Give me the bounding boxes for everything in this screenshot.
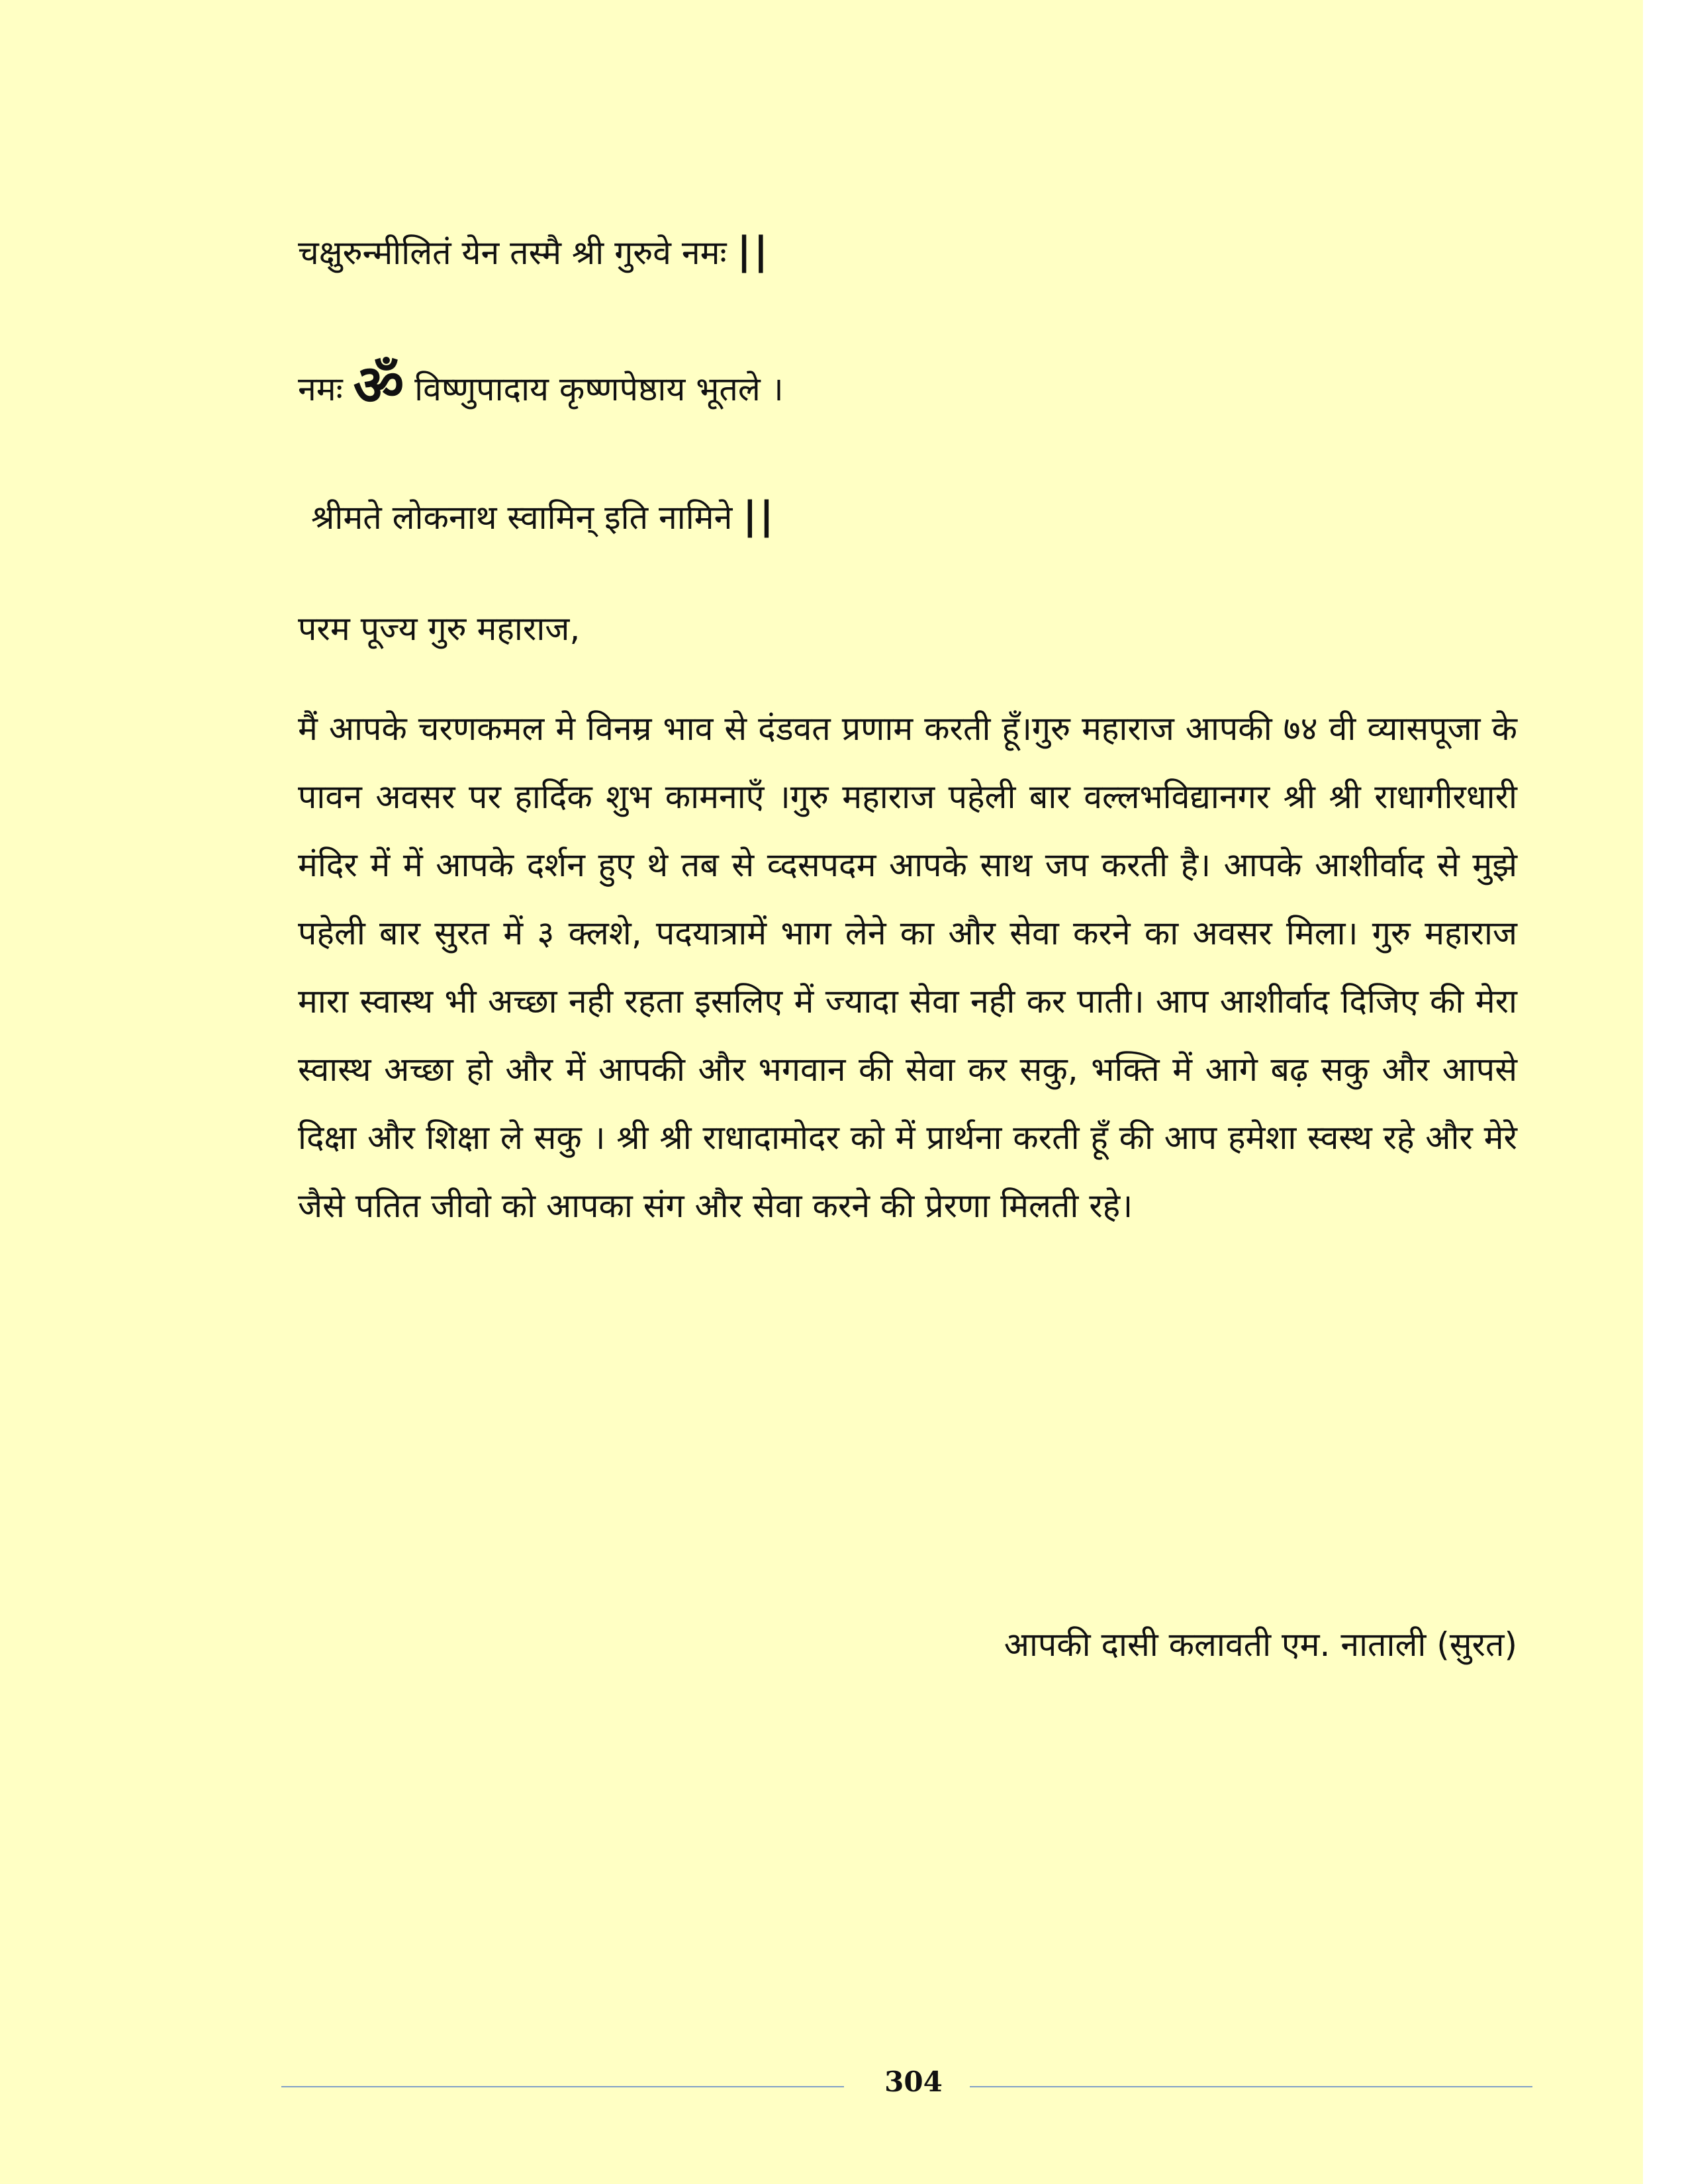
page-number: 304 xyxy=(884,2066,943,2098)
om-symbol-icon: ॐ xyxy=(353,353,404,418)
letter-body-paragraph: मैं आपके चरणकमल मे विनम्र भाव से दंडवत प्रणाम करती हूँ।गुरु महाराज आपकी ७४ वी व्यासपूजा के पावन अवसर पर हार्दिक शुभ कामनाएँ ।गुरु महाराज पहेली बार वल्लभविद्यानगर श्री श्री राधागीरधारी मंदिर में में आपके दर्शन हुए थे तब से व्दसपदम आपके साथ जप करती है। आपके आशीर्वाद से मुझे पहेली बार सुरत में ३ क्लशे, पदयात्रामें भाग लेने का और सेवा करने का अवसर मिला। गुरु महाराज मारा स्वास्थ भी अच्छा नही रहता इसलिए में ज्यादा सेवा नही कर पाती। आप आशीर्वाद दिजिए की मेरा स्वास्थ अच्छा हो और में आपकी और भगवान की सेवा कर सकु, भक्ति में आगे बढ़ सकु और आपसे दिक्षा और शिक्षा ले सकु । श्री श्री राधादामोदर को में प्रार्थना करती हूँ की आप हमेशा स्वस्थ रहे और मेरे जैसे पतित जीवो को आपका संग और सेवा करने की प्रेरणा मिलती रहे। xyxy=(298,709,1517,1225)
verse-line-1-text: चक्षुरुन्मीलितं येन तस्मै श्री गुरुवे नमः xyxy=(298,234,727,272)
footer-rule-right xyxy=(970,2086,1532,2087)
signature: आपकी दासी कलावती एम. नाताली (सुरत) xyxy=(1004,1625,1517,1664)
verse-line-2 xyxy=(298,353,784,418)
verse-line-3 xyxy=(311,493,776,538)
verse-line-2-prefix: नमः xyxy=(298,370,343,408)
verse-line-1-end-mark: || xyxy=(737,228,771,273)
verse-line-3-end-mark: || xyxy=(743,493,776,538)
salutation: परम पूज्य गुरु महाराज, xyxy=(298,610,581,648)
verse-line-2-text: विष्णुपादाय कृष्णपेष्ठाय भूतले । xyxy=(414,370,784,408)
page-margin-strip xyxy=(1643,0,1688,2184)
verse-line-1 xyxy=(298,228,771,273)
verse-line-3-text: श्रीमते लोकनाथ स्वामिन् इति नामिने xyxy=(311,498,733,537)
footer-rule-left xyxy=(281,2086,844,2087)
